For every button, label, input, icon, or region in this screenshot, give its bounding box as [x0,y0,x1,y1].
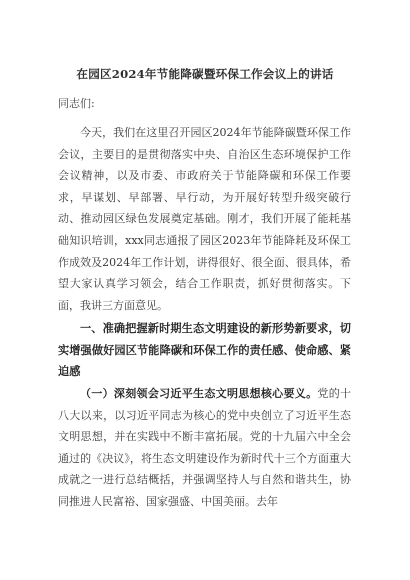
paragraph-opening: 今天，我们在这里召开园区2024年节能降碳暨环保工作会议，主要目的是贯彻落实中央、自治区生态环境保护工作会议精神，以及市委、市政府关于节能降碳和环保工作要求，早谋划、早部署、早行动，为开展好转型升级突破行动、推动园区绿色发展奠定基础。刚才，我们开展了能耗基础知识培训，xxx同志通报了园区2023年节能降耗及环保工作成效及2024年工作计划，讲得很好、很全面、很具体，希望大家认真学习领会，结合工作职责，抓好贯彻落实。下面，我讲三方面意见。 [58,126,351,312]
paragraph-body: 党的十八大以来，以习近平同志为核心的党中央创立了习近平生态文明思想，并在实践中不断丰富拓展。党的十九届六中全会通过的《决议》，将生态文明建设作为新时代十三个方面重大成就之一进行总结概括，并强调坚持人与自然和谐共生，协同推进人民富裕、国家强盛、中国美丽。去年 [58,387,351,508]
document-title: 在园区2024年节能降碳暨环保工作会议上的讲话 [76,67,334,81]
subsection-heading: （一）深刻领会习近平生态文明思想核心要义。 [80,387,318,400]
section-heading-one: 一、准确把握新时期生态文明建设的新形势新要求，切实增强做好园区节能降碳和环保工作的责任感、使命感、紧迫感 [58,321,351,379]
salutation: 同志们: [58,97,95,110]
paragraph-section-one-a [58,383,351,513]
